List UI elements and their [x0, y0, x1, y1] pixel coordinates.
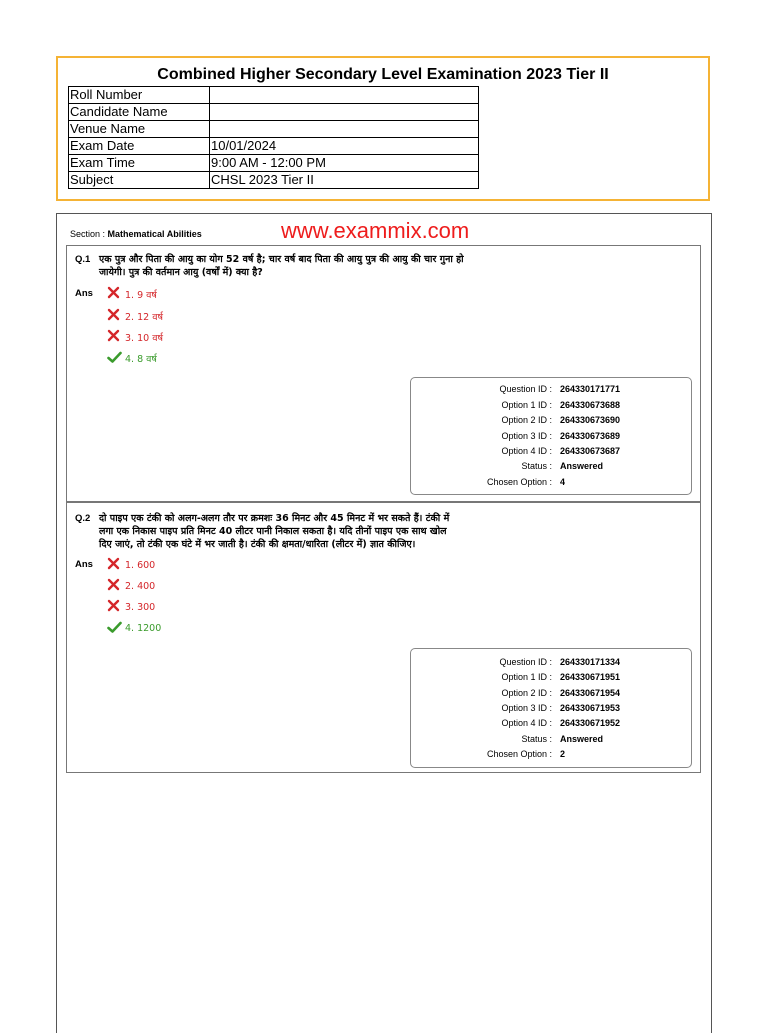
info-label: Exam Time — [69, 155, 210, 172]
info-row-venue-name — [69, 121, 479, 138]
exam-header — [56, 56, 710, 201]
option-label: 1. 9 वर्ष — [125, 289, 157, 301]
meta-status: Status : Answered — [521, 734, 604, 744]
question-meta-box — [410, 377, 692, 495]
meta-chosen-option: Chosen Option : 2 — [486, 749, 566, 759]
ans-label: Ans — [75, 288, 93, 299]
option-3 — [107, 329, 163, 345]
option-3 — [107, 599, 155, 615]
checkmark-icon — [107, 621, 123, 636]
question-text-line: जायेगी। पुत्र की वर्तमान आयु (वर्षों में) क्या है? — [99, 267, 263, 278]
question-text-line: लगा एक निकास पाइप प्रति मिनट 40 लीटर पानी निकाल सकता है। यदि तीनों पाइप एक साथ खोल — [99, 526, 447, 537]
question-text-line: एक पुत्र और पिता की आयु का योग 52 वर्ष है; चार वर्ष बाद पिता की आयु पुत्र की आयु की चार गुना हो — [99, 254, 464, 265]
question-meta-box — [410, 648, 692, 768]
cross-icon — [107, 578, 123, 594]
section-name: Mathematical Abilities — [107, 229, 202, 239]
info-value — [210, 104, 479, 121]
question-text-line: दिए जाएं, तो टंकी एक घंटे में भर जाती है। टंकी की क्षमता/धारिता (लीटर में) ज्ञात कीजिए। — [99, 539, 416, 550]
meta-chosen-option: Chosen Option : 4 — [486, 477, 566, 487]
question-number: Q.2 — [75, 513, 91, 524]
cross-icon — [107, 329, 123, 345]
question-card-1 — [66, 245, 701, 502]
meta-option-4-id: Option 4 ID : 264330673687 — [501, 446, 621, 456]
meta-option-3-id: Option 3 ID : 264330671953 — [501, 703, 621, 713]
option-1 — [107, 286, 157, 302]
info-value — [210, 121, 479, 138]
info-label: Subject — [69, 172, 210, 189]
section-prefix: Section : — [70, 229, 108, 239]
option-label: 2. 400 — [125, 580, 156, 592]
info-value: CHSL 2023 Tier II — [210, 172, 479, 189]
option-4 — [107, 351, 157, 366]
option-label: 1. 600 — [125, 559, 156, 571]
cross-icon — [107, 599, 123, 615]
option-2 — [107, 308, 163, 324]
info-value: 9:00 AM - 12:00 PM — [210, 155, 479, 172]
cross-icon — [107, 557, 123, 573]
meta-question-id: Question ID : 264330171334 — [499, 657, 621, 667]
candidate-info-table — [68, 86, 479, 189]
meta-option-1-id: Option 1 ID : 264330671951 — [501, 672, 621, 682]
option-label: 3. 10 वर्ष — [125, 332, 163, 344]
info-label: Exam Date — [69, 138, 210, 155]
option-label: 4. 8 वर्ष — [125, 354, 157, 365]
checkmark-icon — [107, 351, 123, 366]
cross-icon — [107, 286, 123, 302]
info-row-exam-date — [69, 138, 479, 155]
meta-option-1-id: Option 1 ID : 264330673688 — [501, 400, 621, 410]
meta-option-3-id: Option 3 ID : 264330673689 — [501, 431, 621, 441]
section-heading — [70, 229, 202, 239]
question-card-2 — [66, 502, 701, 773]
info-label: Candidate Name — [69, 104, 210, 121]
option-label: 4. 1200 — [125, 623, 162, 634]
option-label: 2. 12 वर्ष — [125, 311, 163, 323]
meta-option-2-id: Option 2 ID : 264330673690 — [501, 415, 621, 425]
exam-title: Combined Higher Secondary Level Examination 2023 Tier II — [157, 66, 609, 83]
meta-option-4-id: Option 4 ID : 264330671952 — [501, 718, 621, 728]
info-value — [210, 87, 479, 104]
ans-label: Ans — [75, 559, 93, 570]
option-1 — [107, 557, 155, 573]
watermark-link[interactable]: www.exammix.com — [281, 218, 470, 243]
question-text — [99, 253, 549, 279]
info-row-roll-number — [69, 87, 479, 104]
option-label: 3. 300 — [125, 601, 156, 613]
info-value: 10/01/2024 — [210, 138, 479, 155]
meta-option-2-id: Option 2 ID : 264330671954 — [501, 688, 621, 698]
info-row-candidate-name — [69, 104, 479, 121]
option-2 — [107, 578, 155, 594]
question-text-line: दो पाइप एक टंकी को अलग-अलग तौर पर क्रमशः 36 मिनट और 45 मिनट में भर सकते हैं। टंकी में — [99, 513, 450, 524]
meta-question-id: Question ID : 264330171771 — [499, 384, 621, 394]
cross-icon — [107, 308, 123, 324]
info-row-subject — [69, 172, 479, 189]
info-label: Venue Name — [69, 121, 210, 138]
info-row-exam-time — [69, 155, 479, 172]
question-number: Q.1 — [75, 254, 91, 265]
meta-status: Status : Answered — [521, 461, 604, 471]
info-label: Roll Number — [69, 87, 210, 104]
question-text — [99, 512, 549, 551]
option-4 — [107, 621, 161, 636]
